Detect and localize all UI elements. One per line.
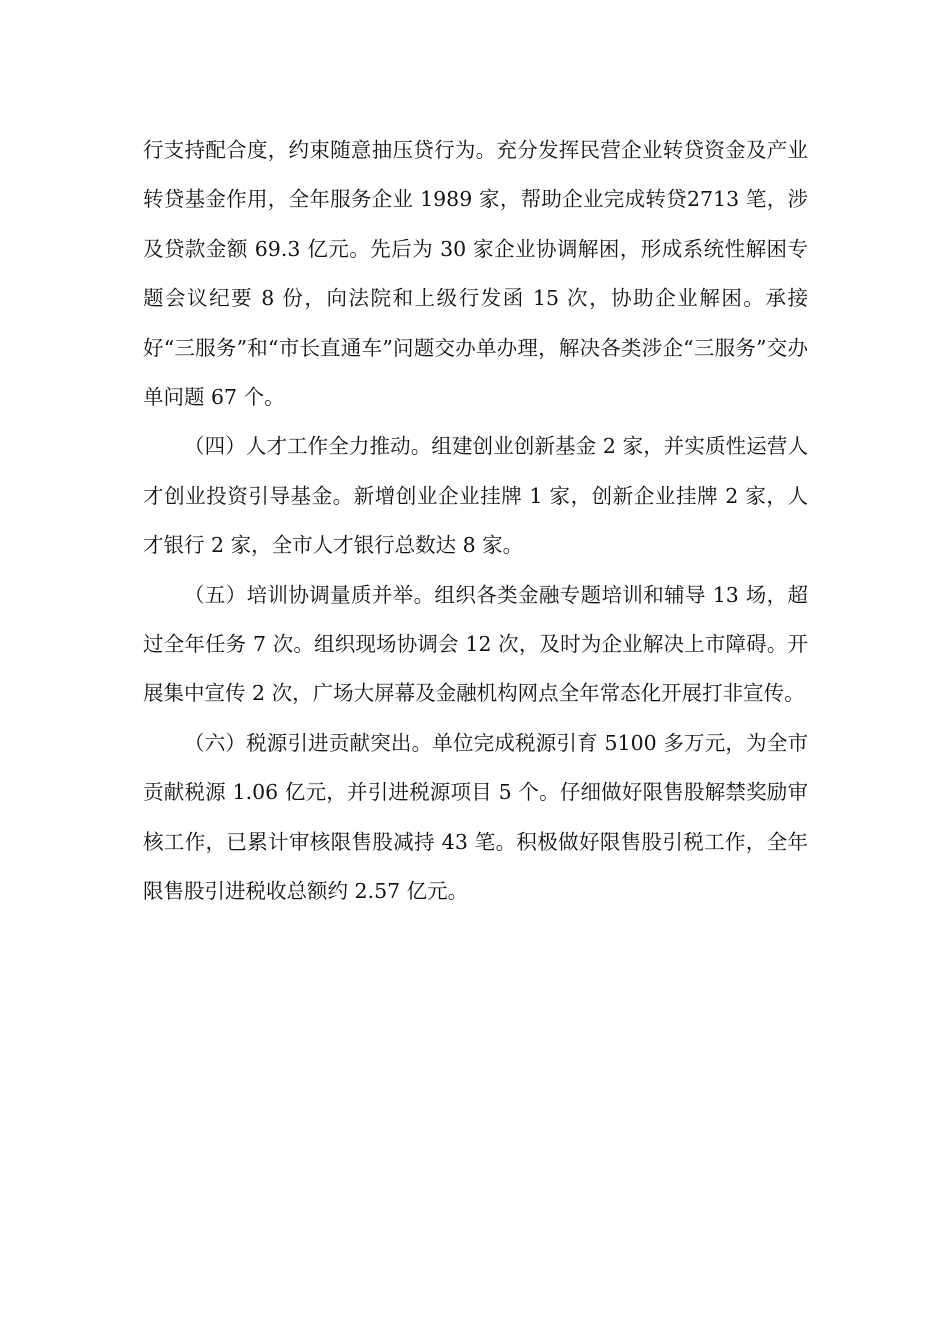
text-line: 行支持配合度，约束随意抽压贷行为。充分发挥民营企业转贷资金 <box>143 138 746 162</box>
text-line: 2713 笔，涉及贷款金额 69.3 亿元。先后为 30 家企业协调解困，形 <box>143 187 809 261</box>
text-line: （五）培训协调量质并举。组织各类金融专题培训和辅导 13 场， <box>184 582 788 607</box>
paragraph-loan-support <box>143 126 808 422</box>
text-line: 超过全年任务 7 次。组织现场协调会 12 次，及时为企业解决上市障 <box>143 582 808 657</box>
document-body <box>143 126 808 917</box>
text-line: 及产业转贷基金作用，全年服务企业 1989 家，帮助企业完成转贷 <box>143 138 809 212</box>
text-line: （六）税源引进贡献突出。单位完成税源引育 5100 多万元，为 <box>184 730 767 755</box>
paragraph-tax-source <box>143 719 808 917</box>
text-line: 展打非宣传。 <box>681 681 805 706</box>
text-line: 企业解困。承接好“三服务”和“市长直通车”问题交办单办理， <box>143 286 808 360</box>
paragraph-talent-work <box>143 422 808 570</box>
text-line: 运营人才创业投资引导基金。新增创业企业挂牌 1 家，创新企业挂 <box>143 434 809 508</box>
text-line: 碍。开展集中宣传 2 次，广场大屏幕及金融机构网点全年常态化开 <box>143 632 809 706</box>
text-line: 禁奖励审核工作，已累计审核限售股减持 43 笔。积极做好限售股引 <box>143 780 808 854</box>
text-line: 解决各类涉企“三服务”交办单问题 67 个。 <box>143 335 808 410</box>
text-line: 税工作，全年限售股引进税收总额约 2.57 亿元。 <box>143 829 809 904</box>
text-line: 成系统性解困专题会议纪要 8 份，向法院和上级行发函 15 次，协助 <box>143 236 809 311</box>
text-line: （四）人才工作全力推动。组建创业创新基金 2 家，并实质性 <box>184 434 747 459</box>
text-line: 全市贡献税源 1.06 亿元，并引进税源项目 5 个。仔细做好限售股解 <box>143 730 809 805</box>
paragraph-training-coordination <box>143 571 808 719</box>
text-line: 牌 2 家，人才银行 2 家，全市人才银行总数达 8 家。 <box>143 483 809 558</box>
